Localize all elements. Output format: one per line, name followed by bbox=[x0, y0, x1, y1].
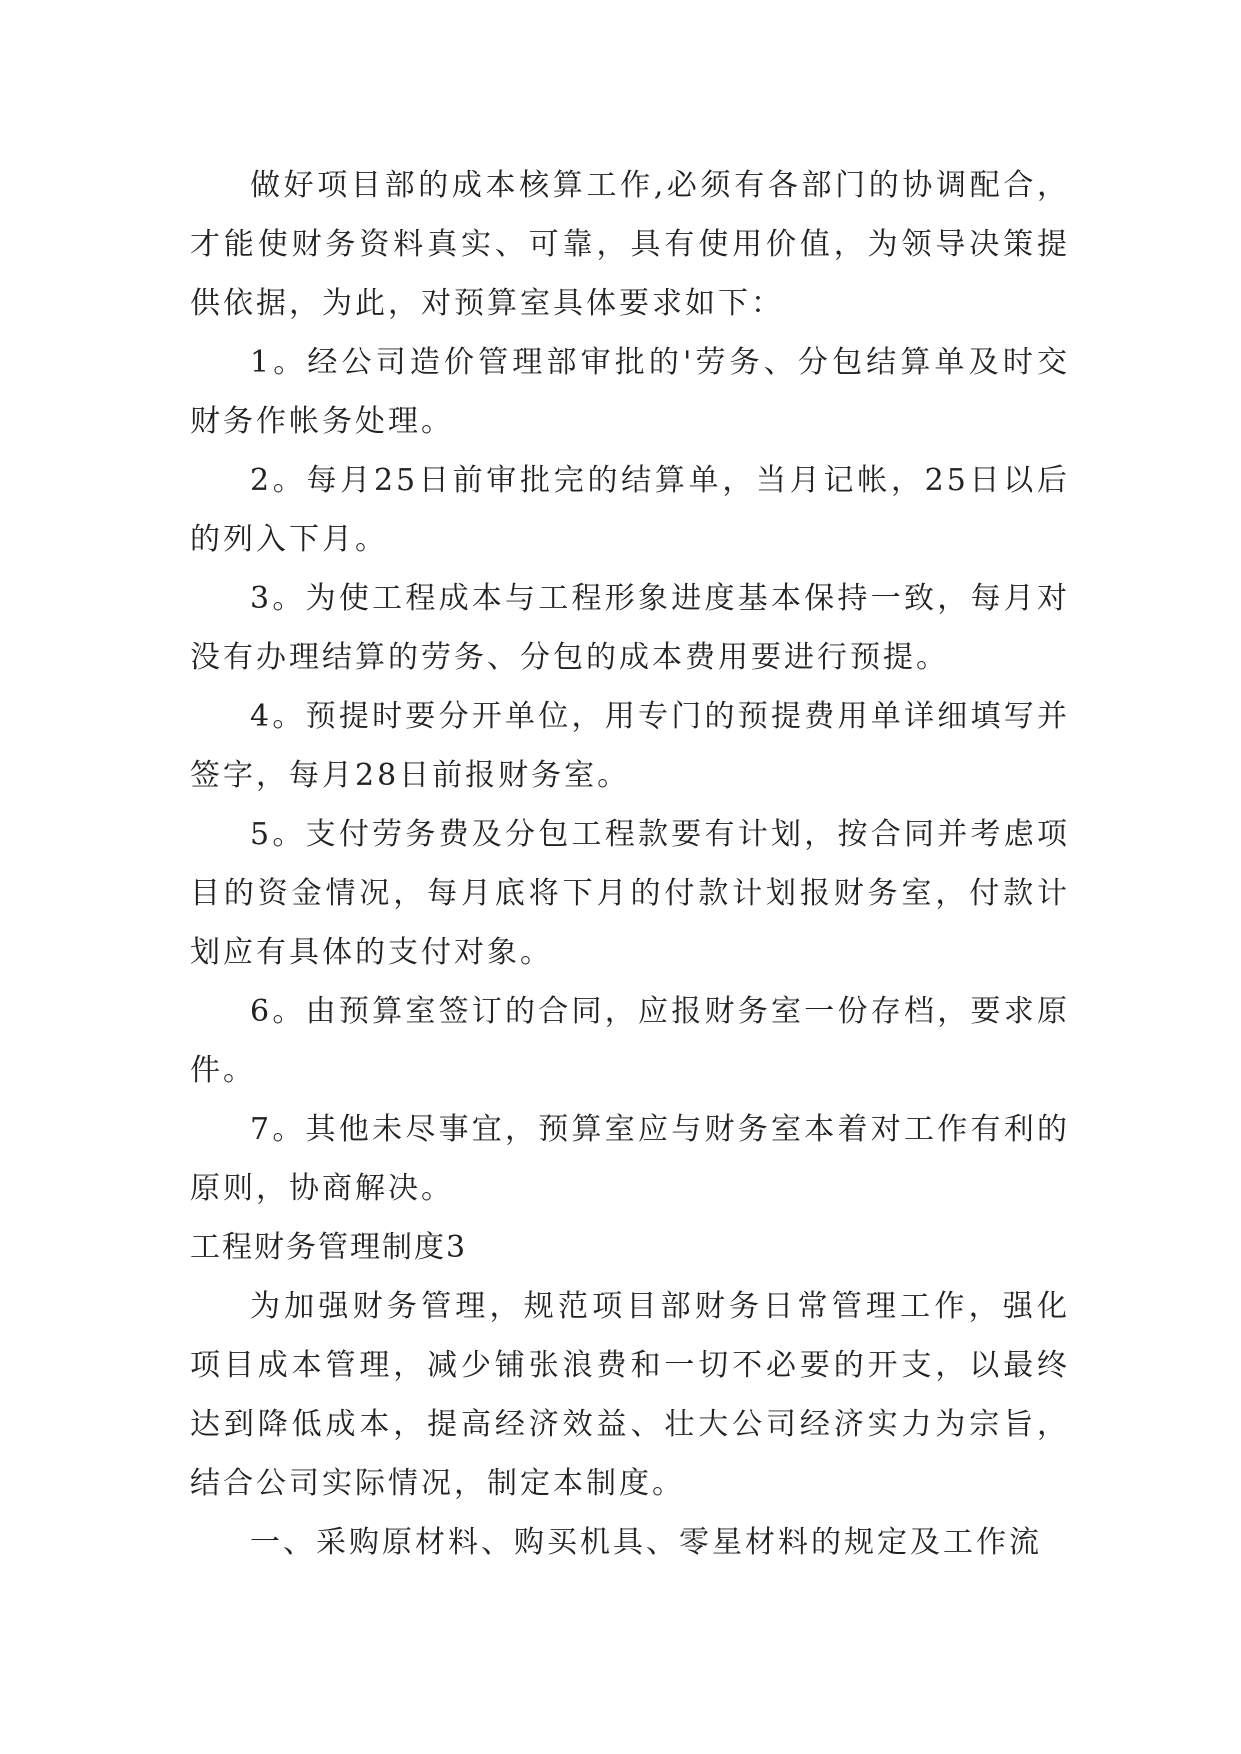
document-body bbox=[190, 156, 1070, 1572]
rule-4: 4。预提时要分开单位，用专门的预提费用单详细填写并签字，每月28日前报财务室。 bbox=[190, 699, 1070, 793]
rule-5: 5。支付劳务费及分包工程款要有计划，按合同并考虑项目的资金情况，每月底将下月的付款计划报财务室，付款计划应有具体的支付对象。 bbox=[190, 817, 1070, 970]
section-paragraph-procurement: 一、采购原材料、购买机具、零星材料的规定及工作流 bbox=[250, 1525, 1042, 1560]
rule-2: 2。每月25日前审批完的结算单，当月记帐，25日以后的列入下月。 bbox=[190, 463, 1070, 557]
rule-1: 1。经公司造价管理部审批的'劳务、分包结算单及时交财务作帐务处理。 bbox=[190, 345, 1070, 439]
rule-3: 3。为使工程成本与工程形象进度基本保持一致，每月对没有办理结算的劳务、分包的成本费用要进行预提。 bbox=[190, 581, 1070, 675]
rule-7: 7。其他未尽事宜，预算室应与财务室本着对工作有利的原则，协商解决。 bbox=[190, 1112, 1070, 1206]
intro-paragraph: 做好项目部的成本核算工作,必须有各部门的协调配合，才能使财务资料真实、可靠，具有使用价值，为领导决策提供依据，为此，对预算室具体要求如下： bbox=[190, 168, 1070, 321]
rule-6: 6。由预算室签订的合同，应报财务室一份存档，要求原件。 bbox=[190, 994, 1070, 1088]
section-title: 工程财务管理制度3 bbox=[190, 1230, 468, 1265]
section-paragraph-purpose: 为加强财务管理，规范项目部财务日常管理工作，强化项目成本管理，减少铺张浪费和一切不必要的开支，以最终达到降低成本，提高经济效益、壮大公司经济实力为宗旨，结合公司实际情况，制定本制度。 bbox=[190, 1289, 1070, 1501]
